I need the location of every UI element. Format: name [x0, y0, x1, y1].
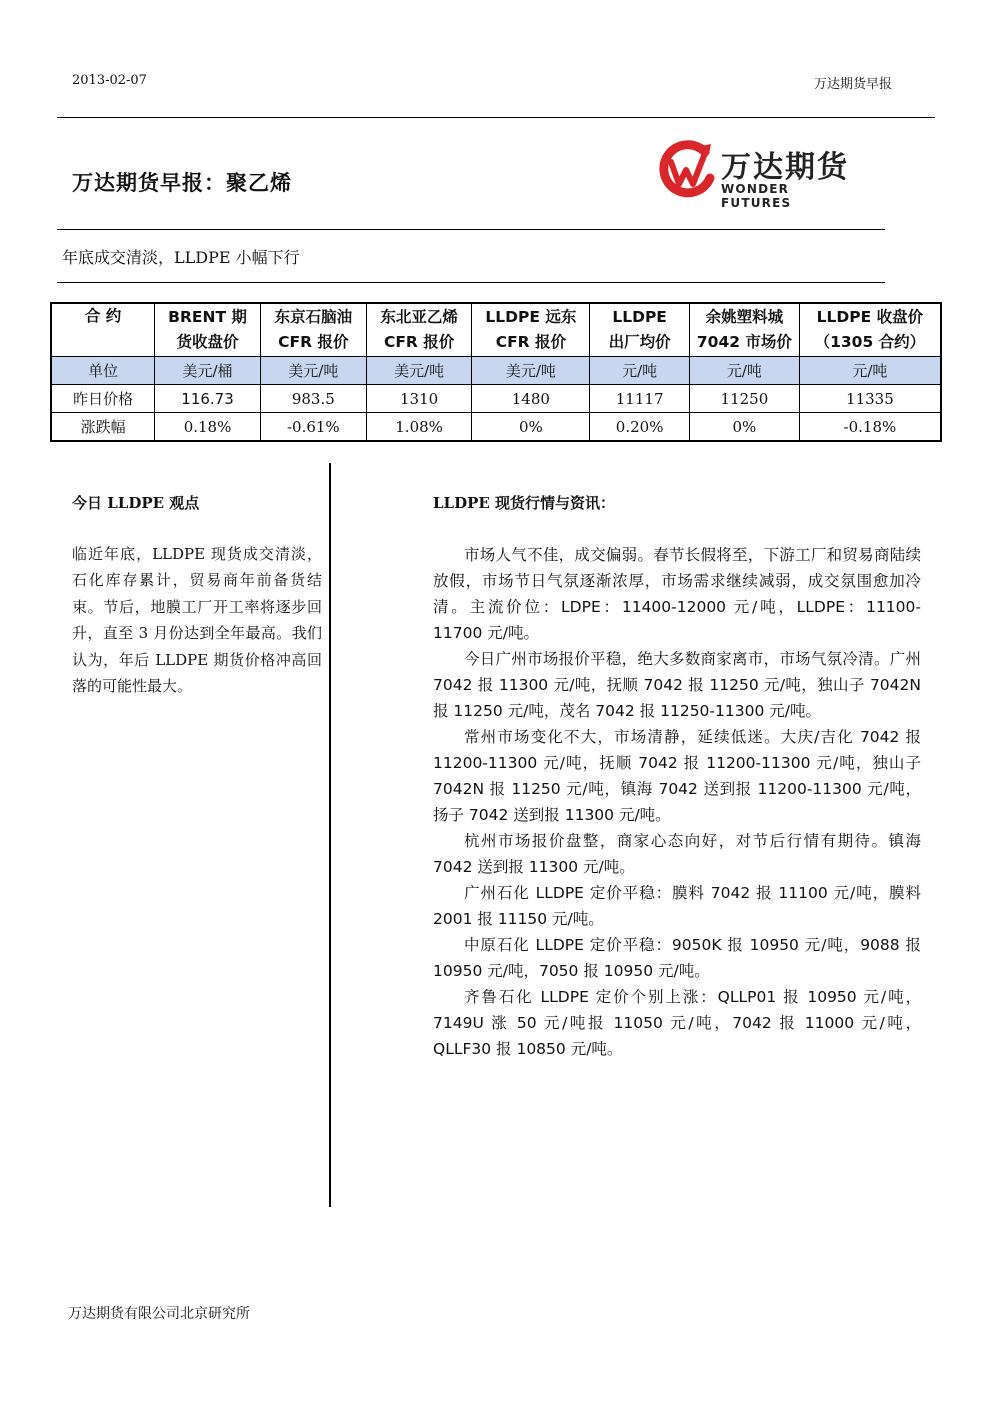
- table-header-cell: 东北亚乙烯 CFR 报价: [366, 303, 472, 357]
- table-cell: 涨跌幅: [51, 413, 155, 442]
- news-paragraph: 杭州市场报价盘整，商家心态向好，对节后行情有期待。镇海 7042 送到报 11300 元/吨。: [433, 832, 921, 876]
- news-paragraph: 市场人气不佳，成交偏弱。春节长假将至，下游工厂和贸易商陆续放假，市场节日气氛逐渐浓厚，市场需求继续减弱，成交氛围愈加冷清。主流价位：LDPE：11400-12000 元/吨，LLDPE：11100-11700 元/吨。: [433, 546, 921, 642]
- table-cell: 昨日价格: [51, 385, 155, 413]
- news-paragraph: 广州石化 LLDPE 定价平稳：膜料 7042 报 11100 元/吨，膜料 2001 报 11150 元/吨。: [433, 884, 921, 928]
- news-paragraph: 常州市场变化不大，市场清静，延续低迷。大庆/吉化 7042 报 11200-11300 元/吨，抚顺 7042 报 11200-11300 元/吨，独山子 7042N 报 11250 元/吨，镇海 7042 送到报 11200-11300 元/吨，扬子 7042 送到报 11300 元/吨。: [433, 728, 921, 824]
- page-title: 万达期货早报：聚乙烯: [72, 171, 292, 195]
- header-divider: [57, 117, 935, 118]
- market-news-body: [433, 542, 921, 1062]
- table-cell: 元/吨: [690, 357, 800, 385]
- table-cell: 元/吨: [590, 357, 690, 385]
- table-cell: 0%: [690, 413, 800, 442]
- table-header-cell: 合 约: [51, 303, 155, 357]
- subtitle-bottom-divider: [57, 282, 885, 283]
- table-row-change: [51, 413, 941, 442]
- table-cell: 0%: [472, 413, 590, 442]
- table-header-cell: 余姚塑料城 7042 市场价: [690, 303, 800, 357]
- report-date: 2013-02-07: [72, 73, 147, 88]
- market-news-heading: LLDPE 现货行情与资讯：: [433, 494, 616, 512]
- table-header-cell: 东京石脑油 CFR 报价: [260, 303, 366, 357]
- table-cell: 0.18%: [155, 413, 261, 442]
- logo-emblem-icon: [655, 140, 717, 202]
- outlook-heading: 今日 LLDPE 观点: [72, 494, 200, 512]
- table-cell: 美元/桶: [155, 357, 261, 385]
- table-header-row: [51, 303, 941, 357]
- table-cell: 11117: [590, 385, 690, 413]
- subtitle-top-divider: [57, 229, 885, 230]
- table-cell: -0.18%: [799, 413, 941, 442]
- table-cell: 元/吨: [799, 357, 941, 385]
- publication-name: 万达期货早报: [814, 77, 893, 92]
- table-cell: -0.61%: [260, 413, 366, 442]
- footer-org: 万达期货有限公司北京研究所: [68, 1306, 250, 1322]
- news-paragraph: 今日广州市场报价平稳，绝大多数商家离市，市场气氛冷清。广州 7042 报 11300 元/吨，抚顺 7042 报 11250 元/吨，独山子 7042N 报 11250 元/吨，茂名 7042 报 11250-11300 元/吨。: [433, 650, 921, 720]
- table-row-price: [51, 385, 941, 413]
- price-table: [50, 302, 942, 442]
- column-divider: [329, 463, 331, 1207]
- logo-text-cn: 万达期货: [721, 150, 849, 185]
- company-logo: [655, 140, 860, 210]
- table-header-cell: LLDPE 远东 CFR 报价: [472, 303, 590, 357]
- table-cell: 0.20%: [590, 413, 690, 442]
- table-cell: 11250: [690, 385, 800, 413]
- table-cell: 1.08%: [366, 413, 472, 442]
- table-cell: 单位: [51, 357, 155, 385]
- subtitle: 年底成交清淡，LLDPE 小幅下行: [62, 248, 300, 267]
- table-cell: 11335: [799, 385, 941, 413]
- logo-text-en: WONDER FUTURES: [721, 182, 792, 210]
- table-header-cell: LLDPE 收盘价 （1305 合约）: [799, 303, 941, 357]
- table-cell: 1310: [366, 385, 472, 413]
- news-paragraph: 中原石化 LLDPE 定价平稳：9050K 报 10950 元/吨，9088 报 10950 元/吨，7050 报 10950 元/吨。: [433, 936, 921, 980]
- table-cell: 美元/吨: [366, 357, 472, 385]
- news-paragraph: 齐鲁石化 LLDPE 定价个别上涨：QLLP01 报 10950 元/吨，7149U 涨 50 元/吨报 11050 元/吨，7042 报 11000 元/吨，QLLF30 报 10850 元/吨。: [433, 988, 921, 1058]
- outlook-body: 临近年底，LLDPE 现货成交清淡，石化库存累计，贸易商年前备货结束。节后，地膜工厂开工率将逐步回升，直至 3 月份达到全年最高。我们认为，年后 LLDPE 期货价格冲高回落的可能性最大。: [72, 545, 322, 696]
- table-header-cell: LLDPE 出厂均价: [590, 303, 690, 357]
- table-cell: 美元/吨: [472, 357, 590, 385]
- table-cell: 983.5: [260, 385, 366, 413]
- table-cell: 1480: [472, 385, 590, 413]
- table-header-cell: BRENT 期 货收盘价: [155, 303, 261, 357]
- table-row-unit: [51, 357, 941, 385]
- table-cell: 116.73: [155, 385, 261, 413]
- table-cell: 美元/吨: [260, 357, 366, 385]
